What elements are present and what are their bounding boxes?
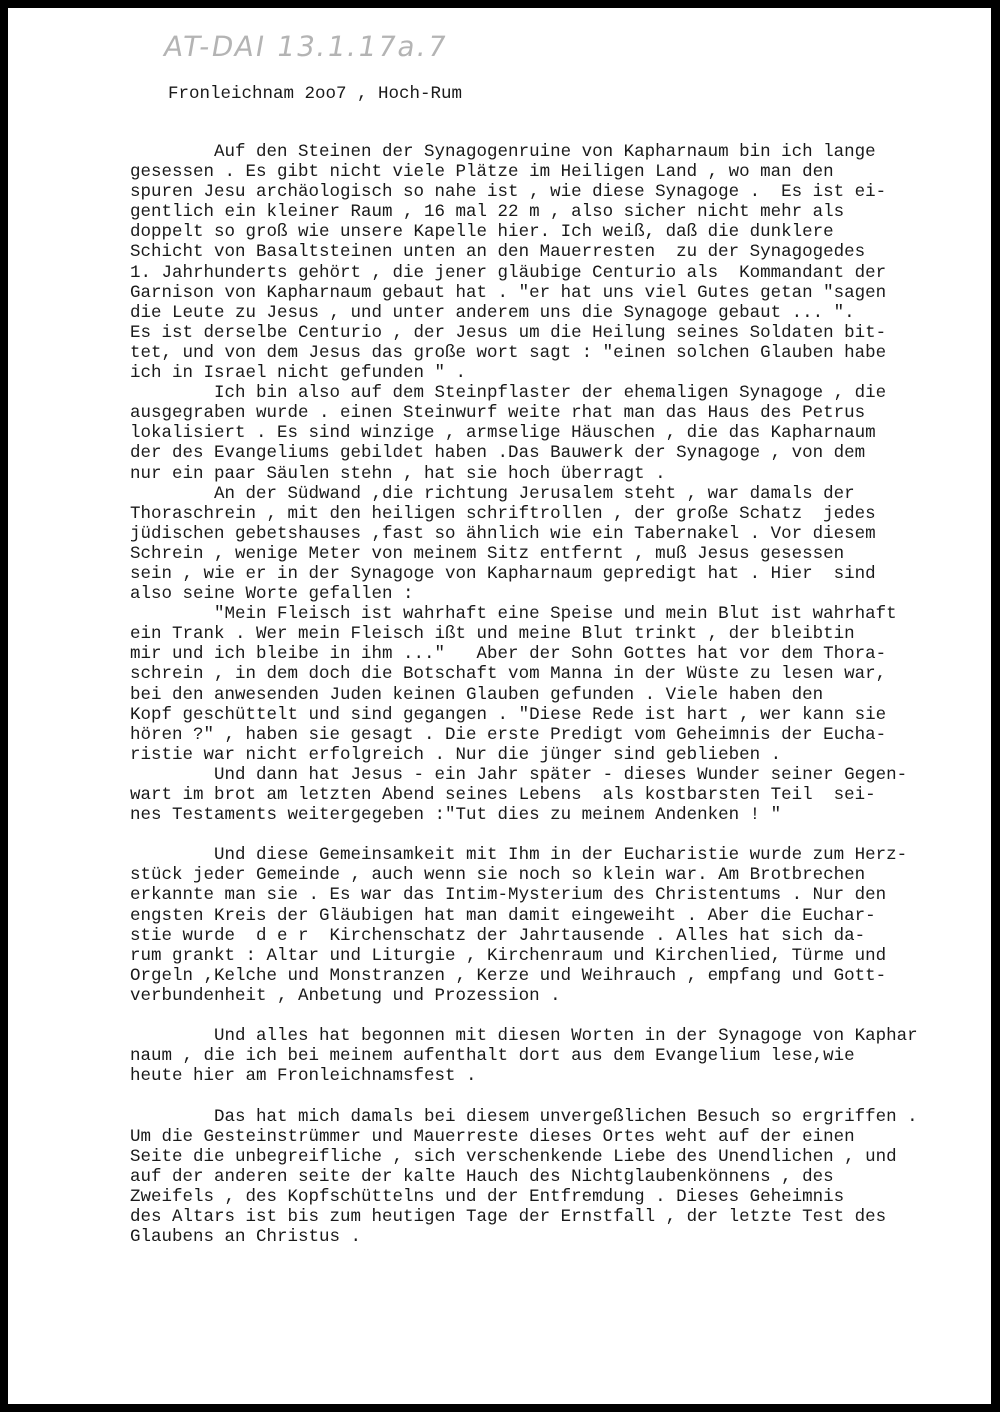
text-line: ich in Israel nicht gefunden " .	[130, 363, 467, 384]
text-line: nes Testaments weitergegeben :"Tut dies zu meinem Andenken ! "	[130, 805, 782, 826]
text-line: heute hier am Fronleichnamsfest .	[130, 1066, 477, 1087]
text-line: erkannte man sie . Es war das Intim-Mysterium des Christentums . Nur den	[130, 885, 887, 906]
paragraph	[130, 1026, 991, 1086]
text-line: wart im brot am letzten Abend seines Lebens als kostbarsten Teil sei-	[130, 785, 876, 805]
paragraph	[130, 1086, 991, 1106]
paragraph	[130, 765, 991, 825]
text-line: bei den anwesenden Juden keinen Glauben gefunden . Viele haben den	[130, 684, 824, 705]
archive-id-handwritten: AT-DAI 13.1.17a.7	[161, 30, 451, 63]
text-line: "Mein Fleisch ist wahrhaft eine Speise und mein Blut ist wahrhaft	[130, 604, 897, 625]
text-line: naum , die ich bei meinem aufenthalt dort aus dem Evangelium lese,wie	[130, 1046, 855, 1067]
text-line: engsten Kreis der Gläubigen hat man damit eingeweiht . Aber die Euchar-	[130, 905, 876, 926]
text-line: lokalisiert . Es sind winzige , armselige Häuschen , die das Kapharnaum	[130, 423, 876, 444]
text-line: Schrein , wenige Meter von meinem Sitz entfernt , muß Jesus gesessen	[130, 543, 845, 564]
text-line: ristie war nicht erfolgreich . Nur die jünger sind geblieben .	[130, 744, 782, 765]
text-line: Seite die unbegreifliche , sich verschenkende Liebe des Unendlichen , und	[130, 1146, 897, 1167]
text-line: Orgeln ,Kelche und Monstranzen , Kerze und Weihrauch , empfang und Gott-	[130, 965, 887, 986]
document-body	[130, 142, 991, 1247]
paragraph	[130, 1006, 991, 1026]
text-line: ein Trank . Wer mein Fleisch ißt und meine Blut trinkt , der bleibtin	[130, 624, 855, 645]
paragraph	[130, 142, 991, 383]
text-line: Kopf geschüttelt und sind gegangen . "Diese Rede ist hart , wer kann sie	[130, 704, 887, 725]
blank-line	[130, 825, 991, 845]
text-line: Und alles hat begonnen mit diesen Worten in der Synagoge von Kaphar	[130, 1026, 918, 1047]
paragraph	[130, 1107, 991, 1248]
text-line: An der Südwand ,die richtung Jerusalem steht , war damals der	[130, 483, 855, 504]
text-line: Ich bin also auf dem Steinpflaster der ehemaligen Synagoge , die	[130, 383, 887, 404]
paragraph	[130, 484, 991, 765]
text-line: spuren Jesu archäologisch so nahe ist , wie diese Synagoge . Es ist ei-	[130, 182, 887, 203]
text-line: Schicht von Basaltsteinen unten an den Mauerresten zu der Synagogedes	[130, 242, 866, 263]
text-line: ausgegraben wurde . einen Steinwurf weite rhat man das Haus des Petrus	[130, 403, 866, 424]
text-line: verbundenheit , Anbetung und Prozession .	[130, 985, 561, 1006]
text-line: sein , wie er in der Synagoge von Kapharnaum gepredigt hat . Hier sind	[130, 563, 876, 584]
document-heading: Fronleichnam 2oo7 , Hoch-Rum	[168, 84, 463, 104]
text-line: der des Evangeliums gebildet haben .Das Bauwerk der Synagoge , von dem	[130, 443, 866, 464]
text-line: Es ist derselbe Centurio , der Jesus um die Heilung seines Soldaten bit-	[130, 322, 887, 343]
text-line: tet, und von dem Jesus das große wort sagt : "einen solchen Glauben habe	[130, 342, 887, 363]
paragraph	[130, 383, 991, 483]
text-line: Und diese Gemeinsamkeit mit Ihm in der Eucharistie wurde zum Herz-	[130, 845, 908, 866]
text-line: gesessen . Es gibt nicht viele Plätze im Heiligen Land , wo man den	[130, 162, 834, 183]
text-line: rum grankt : Altar und Liturgie , Kirchenraum und Kirchenlied, Türme und	[130, 945, 887, 966]
text-line: jüdischen gebetshauses ,fast so ähnlich wie ein Tabernakel . Vor diesem	[130, 523, 876, 544]
text-line: hören ?" , haben sie gesagt . Die erste Predigt vom Geheimnis der Eucha-	[130, 724, 887, 745]
text-line: Um die Gesteinstrümmer und Mauerreste dieses Ortes weht auf der einen	[130, 1126, 855, 1147]
text-line: auf der anderen seite der kalte Hauch des Nichtglaubenkönnens , des	[130, 1166, 834, 1187]
text-line: Das hat mich damals bei diesem unvergeßlichen Besuch so ergriffen .	[130, 1106, 918, 1127]
text-line: die Leute zu Jesus , und unter anderem uns die Synagoge gebaut ... ".	[130, 302, 855, 323]
text-line: Und dann hat Jesus - ein Jahr später - dieses Wunder seiner Gegen-	[130, 764, 908, 785]
text-line: Garnison von Kapharnaum gebaut hat . "er hat uns viel Gutes getan "sagen	[130, 282, 887, 303]
document-page	[8, 8, 991, 1404]
blank-line	[130, 1006, 991, 1026]
text-line: stie wurde d e r Kirchenschatz der Jahrtausende . Alles hat sich da-	[130, 925, 866, 946]
text-line: also seine Worte gefallen :	[130, 584, 414, 605]
text-line: gentlich ein kleiner Raum , 16 mal 22 m , also sicher nicht mehr als	[130, 202, 845, 223]
text-line: 1. Jahrhunderts gehört , die jener gläubige Centurio als Kommandant der	[130, 262, 887, 283]
text-line: des Altars ist bis zum heutigen Tage der Ernstfall , der letzte Test des	[130, 1206, 887, 1227]
text-line: mir und ich bleibe in ihm ..." Aber der Sohn Gottes hat vor dem Thora-	[130, 644, 887, 665]
text-line: Auf den Steinen der Synagogenruine von Kapharnaum bin ich lange	[130, 142, 876, 162]
text-line: Glaubens an Christus .	[130, 1227, 362, 1248]
blank-line	[130, 1086, 991, 1106]
paragraph	[130, 845, 991, 1006]
paragraph	[130, 825, 991, 845]
text-line: Zweifels , des Kopfschüttelns und der Entfremdung . Dieses Geheimnis	[130, 1186, 845, 1207]
text-line: Thoraschrein , mit den heiligen schriftrollen , der große Schatz jedes	[130, 503, 876, 524]
text-line: schrein , in dem doch die Botschaft vom Manna in der Wüste zu lesen war,	[130, 664, 887, 685]
text-line: stück jeder Gemeinde , auch wenn sie noch so klein war. Am Brotbrechen	[130, 865, 866, 886]
text-line: nur ein paar Säulen stehn , hat sie hoch überragt .	[130, 463, 666, 484]
text-line: doppelt so groß wie unsere Kapelle hier. Ich weiß, daß die dunklere	[130, 222, 834, 243]
